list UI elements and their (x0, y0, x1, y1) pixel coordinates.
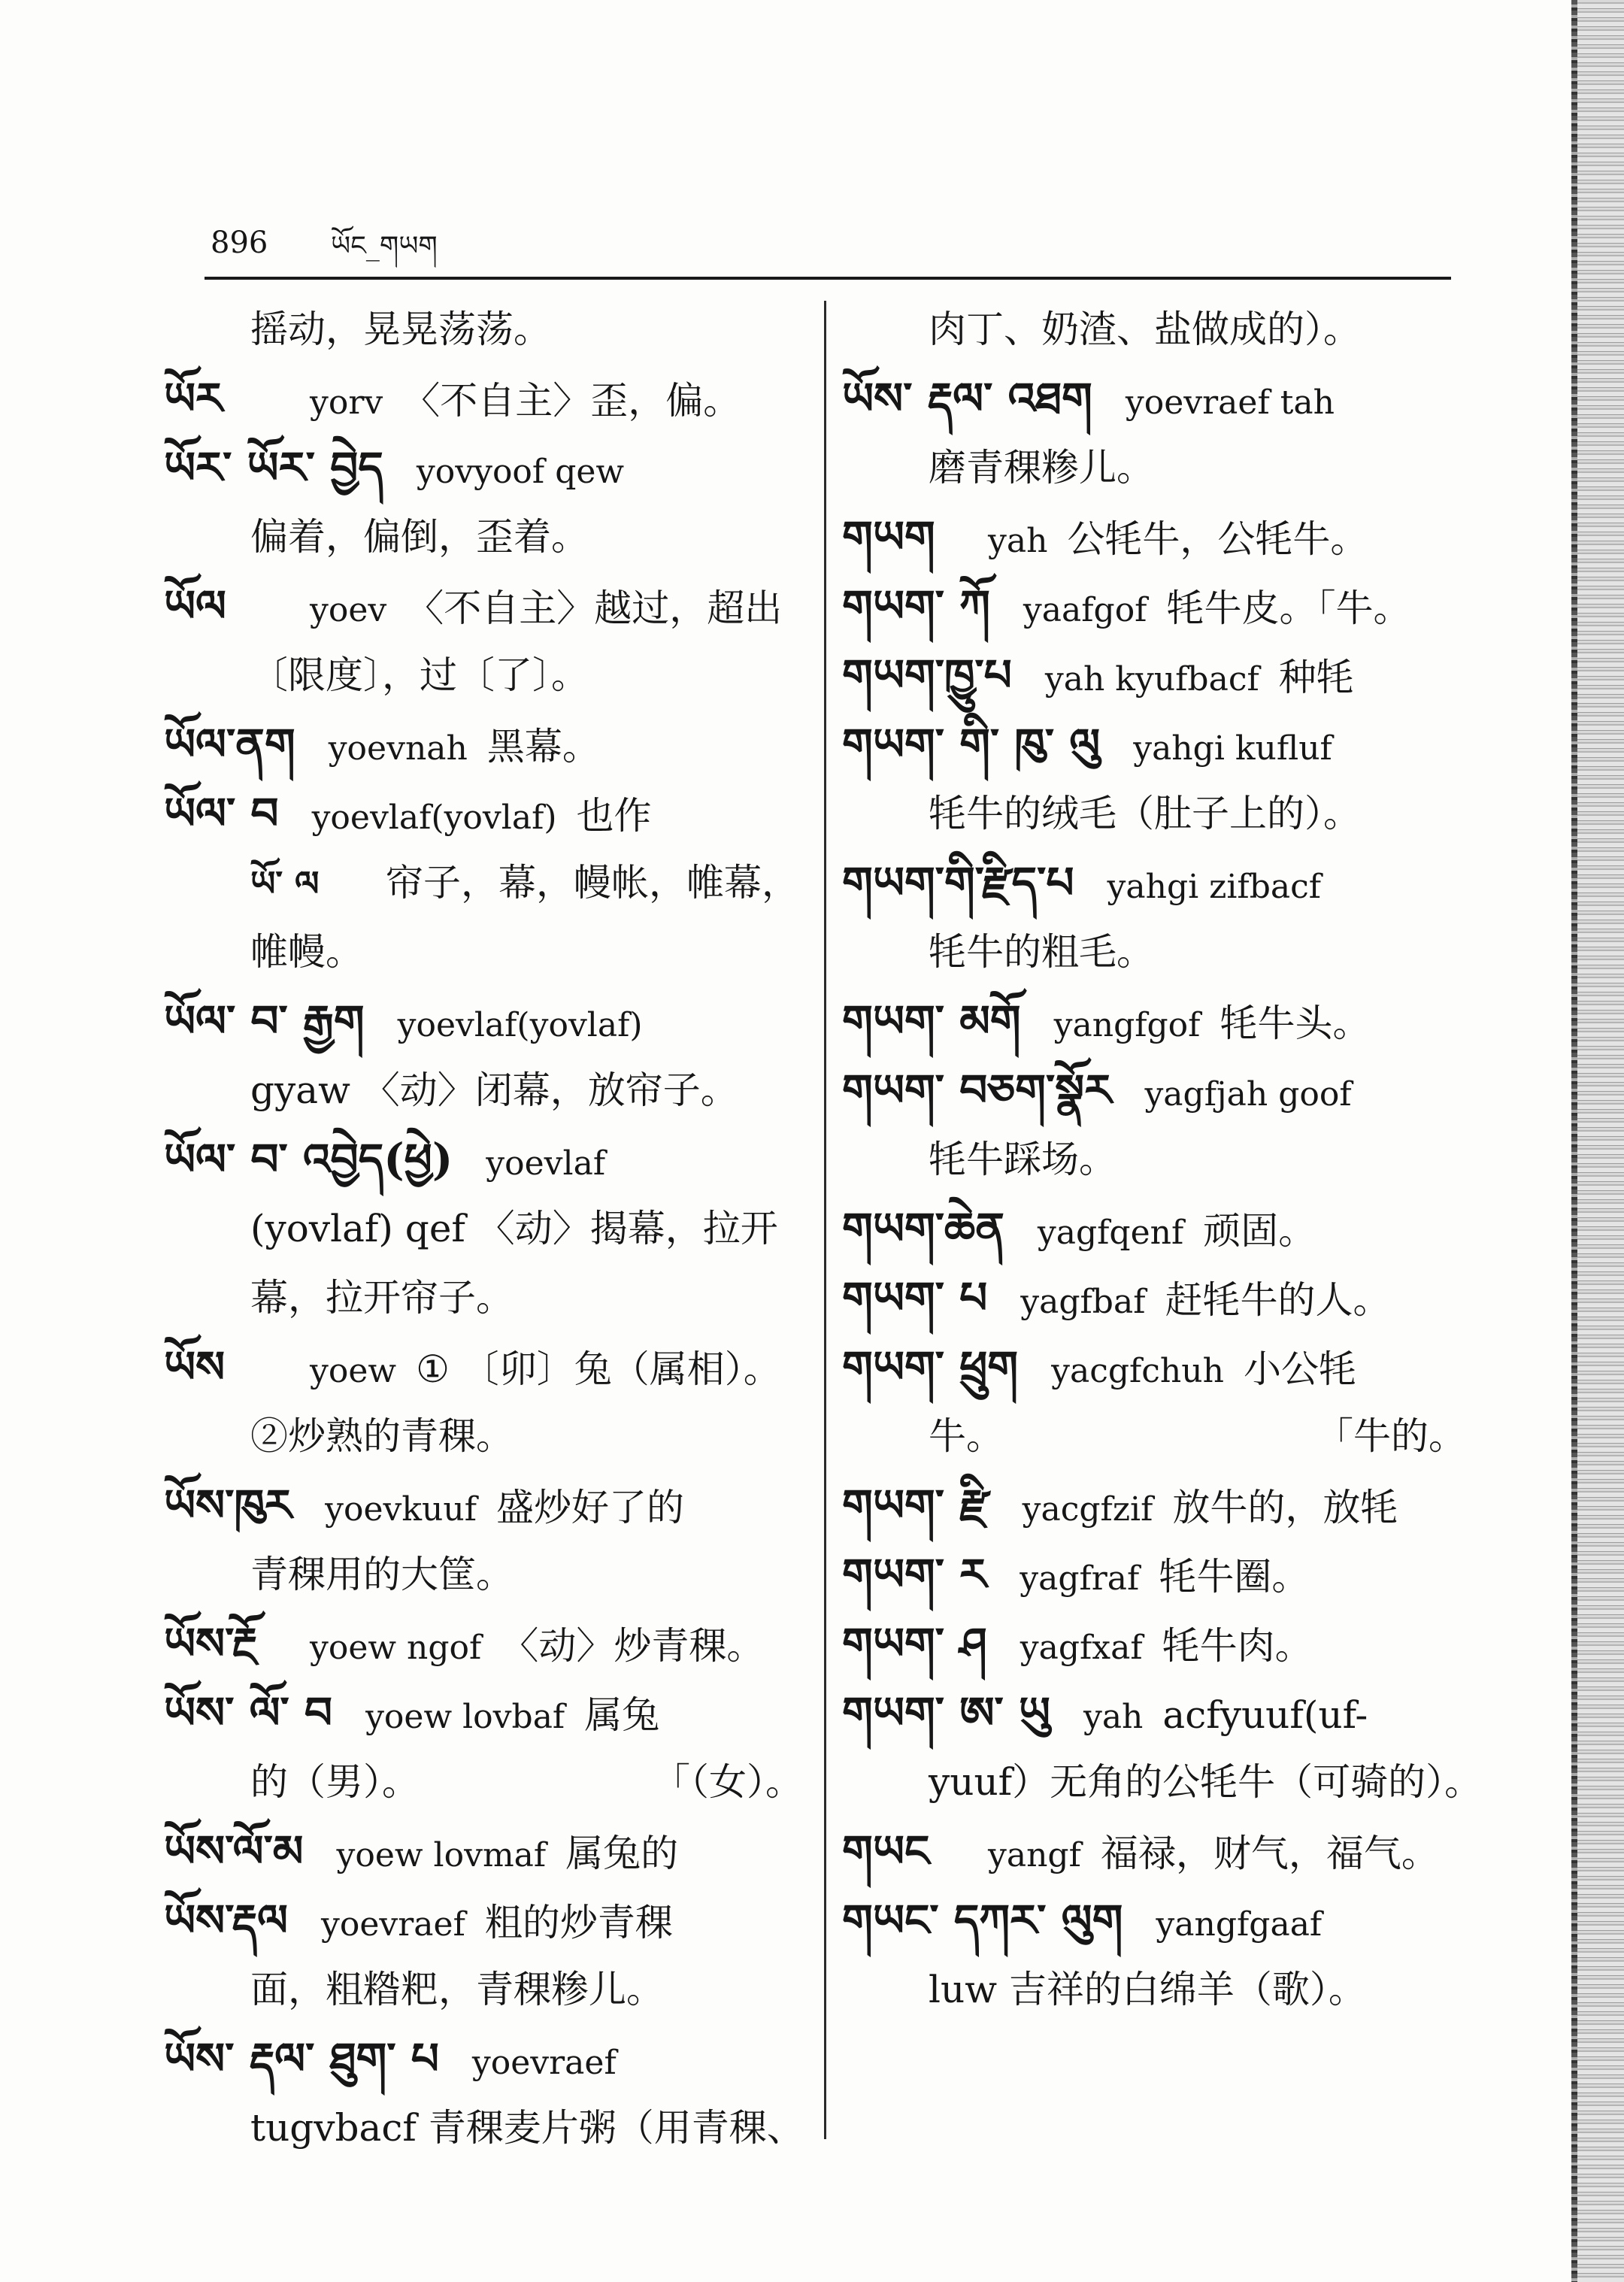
entry-line (842, 571, 1466, 641)
chinese-gloss: 〈动〉炒青稞。 (501, 1624, 765, 1668)
entry-line (164, 364, 803, 433)
tibetan-headword: གཡག་ མགོ (842, 996, 1021, 1047)
romanization: yovyoof qew (416, 453, 625, 491)
romanization: yoevlaf(yovlaf) (397, 1006, 643, 1044)
romanization: yoevraef (321, 1905, 465, 1944)
entry-line (842, 1263, 1466, 1332)
chinese-gloss: 青稞用的大筐。 (250, 1553, 514, 1596)
tibetan-headword: གཡང་ དཀར་ ལུག (842, 1895, 1123, 1946)
tibetan-headword: གཡག་གི་རྫིད་པ (842, 857, 1074, 908)
romanization: yagfqenf (1037, 1214, 1184, 1252)
entry-line (842, 1471, 1466, 1540)
tibetan-variant: ཡོ་ ལ (250, 863, 320, 904)
chinese-gloss: tugvbacf 青稞麦片粥（用青稞、 (250, 2106, 804, 2150)
tibetan-headword: གཡང (842, 1826, 930, 1877)
romanization: yoew ngof (310, 1629, 482, 1667)
chinese-gloss: 幕，拉开帘子。 (250, 1276, 514, 1320)
romanization: yagfbaf (1020, 1283, 1146, 1321)
romanization: yoevraef tah (1125, 383, 1335, 422)
chinese-gloss: 磨青稞糁儿。 (929, 446, 1154, 489)
entry-line (164, 502, 803, 571)
entry-line (842, 1402, 1466, 1471)
romanization: yah (988, 522, 1048, 560)
romanization: yoevlaf(yovlaf) (311, 799, 557, 837)
chinese-gloss: 放牛的，放牦 (1172, 1486, 1398, 1529)
entry-line (164, 1402, 803, 1471)
chinese-gloss: 牦牛的粗毛。 (929, 930, 1154, 974)
tibetan-headword: གཡག་ ཤ (842, 1618, 987, 1669)
chinese-gloss: 牦牛肉。 (1162, 1624, 1313, 1668)
entry-line (164, 1817, 803, 1886)
tibetan-headword: ཡོལ་ བ་ རྒྱག (164, 996, 365, 1047)
tibetan-headword: ཡོལ་ བ (164, 788, 279, 839)
entry-line (842, 364, 1466, 433)
entry-line (164, 1540, 803, 1609)
chinese-gloss: 牦牛踩场。 (929, 1138, 1116, 1181)
entry-line (842, 917, 1466, 986)
entry-line (164, 571, 803, 641)
tibetan-headword: གཡག་ ཕྲུག (842, 1341, 1019, 1393)
entry-line (842, 1056, 1466, 1125)
entry-line (164, 848, 803, 917)
entry-line (164, 1886, 803, 1955)
tibetan-headword: ཡོས་རྡལ (164, 1895, 289, 1946)
entry-line (164, 1056, 803, 1125)
tibetan-headword: གཡག་ པ (842, 1272, 988, 1323)
romanization: yaafgof (1023, 591, 1147, 629)
chinese-gloss: 赶牦牛的人。 (1165, 1278, 1391, 1322)
entry-line (842, 1609, 1466, 1678)
entry-line (842, 1332, 1466, 1402)
running-head: ཡོང_གཡག (331, 231, 438, 262)
chinese-gloss: 小公牦 (1243, 1347, 1356, 1391)
entry-line (164, 433, 803, 502)
tibetan-headword: ཡོས (164, 1341, 226, 1393)
entry-line (164, 1194, 803, 1263)
chinese-gloss: 帘子，幕，幔帐，帷幕， (386, 861, 799, 905)
romanization: yoev (310, 591, 387, 629)
romanization: yangf (988, 1836, 1081, 1874)
romanization: yagfjah goof (1144, 1075, 1352, 1114)
entry-line (164, 1955, 803, 2024)
romanization: yoevlaf (486, 1144, 606, 1183)
romanization: yangfgof (1053, 1006, 1201, 1044)
entry-line (164, 917, 803, 986)
romanization: yahgi kufluf (1133, 729, 1332, 768)
romanization: yacgfzif (1022, 1490, 1153, 1529)
entry-line (842, 1540, 1466, 1609)
chinese-gloss: 面，粗糌粑，青稞糁儿。 (250, 1968, 664, 2011)
romanization: yah (1083, 1698, 1144, 1736)
tibetan-headword: ཡོས་ རྡལ་ འཐག (842, 373, 1092, 424)
entry-line (842, 986, 1466, 1056)
entry-line (164, 1263, 803, 1332)
entry-line (842, 779, 1466, 848)
entry-line (842, 1125, 1466, 1194)
chinese-gloss: 〈不自主〉越过，超出 (406, 586, 783, 630)
romanization: yoew (310, 1352, 397, 1390)
header-rule (205, 277, 1451, 280)
chinese-gloss: 种牦 (1278, 656, 1354, 699)
romanization: yoew lovmaf (336, 1836, 547, 1874)
tibetan-headword: ཡོས་ རྡལ་ ཐུག་ པ (164, 2033, 439, 2084)
romanization: yah kyufbacf (1044, 660, 1259, 699)
tibetan-headword: ཡོལ་ནག (164, 719, 295, 770)
entry-line (842, 1955, 1466, 2024)
chinese-gloss: 牦牛圈。 (1159, 1555, 1310, 1599)
romanization: yangfgaaf (1156, 1905, 1323, 1944)
chinese-gloss: acfyuuf(uf- (1162, 1693, 1368, 1737)
romanization: yorv (310, 383, 383, 422)
continuation-fragment: 「牛的。 (1316, 1414, 1466, 1458)
chinese-gloss: 〈不自主〉歪，偏。 (402, 379, 741, 423)
entry-line (842, 1747, 1483, 1817)
chinese-gloss: 黑幕。 (486, 725, 600, 768)
entry-line (842, 433, 1466, 502)
romanization: yoevkuuf (325, 1490, 477, 1529)
tibetan-headword: ཡོས་ལོ་མ (164, 1826, 304, 1877)
tibetan-headword: གཡག (842, 511, 935, 562)
chinese-gloss: 粗的炒青稞 (484, 1901, 673, 1944)
entry-line (164, 1471, 803, 1540)
chinese-gloss: 牦牛的绒毛（肚子上的）。 (929, 792, 1361, 835)
chinese-gloss: 牦牛头。 (1220, 1002, 1371, 1045)
entry-line (164, 1747, 803, 1817)
entry-line (842, 502, 1466, 571)
entry-line (164, 295, 803, 364)
chinese-gloss: 也作 (576, 794, 652, 838)
left-column (164, 295, 803, 2162)
tibetan-headword: ཡོར (164, 373, 223, 424)
entry-line (164, 1332, 803, 1402)
tibetan-headword: ཡོས་ ལོ་ བ (164, 1687, 333, 1738)
chinese-gloss: 盛炒好了的 (496, 1486, 684, 1529)
chinese-gloss: gyaw 〈动〉闭幕，放帘子。 (250, 1068, 738, 1112)
chinese-gloss: 的（男）。 (250, 1760, 420, 1804)
tibetan-headword: གཡག་ ཀོ (842, 580, 990, 632)
entry-line (842, 295, 1466, 364)
romanization: yoew lovbaf (365, 1698, 565, 1736)
romanization: yagfxaf (1020, 1629, 1143, 1667)
chinese-gloss: 顽固。 (1203, 1209, 1316, 1253)
chinese-gloss: yuuf）无角的公牦牛（可骑的）。 (929, 1760, 1483, 1804)
chinese-gloss: luw 吉祥的白绵羊（歌）。 (929, 1968, 1366, 2011)
column-divider (824, 301, 826, 2139)
chinese-gloss: 偏着，偏倒，歪着。 (250, 515, 589, 559)
page-edge-shadow (1571, 0, 1624, 2282)
chinese-gloss: 福禄，财气，福气。 (1100, 1832, 1439, 1875)
entry-line (164, 1609, 803, 1678)
tibetan-headword: གཡག་ཆེན (842, 1203, 1004, 1254)
chinese-gloss: ②炒熟的青稞。 (250, 1414, 514, 1458)
chinese-gloss: 公牦牛，公牦牛。 (1067, 517, 1368, 561)
tibetan-headword: གཡག་ ཨ་ ཡུ (842, 1687, 1050, 1738)
entry-line (842, 1678, 1466, 1747)
romanization: yahgi zifbacf (1107, 868, 1322, 906)
entry-line (842, 1194, 1466, 1263)
tibetan-headword: གཡག་ གི་ ཁུ་ ལུ (842, 719, 1101, 770)
tibetan-headword: གཡག་ ར (842, 1549, 987, 1600)
entry-line (842, 1886, 1466, 1955)
romanization: yagfraf (1020, 1559, 1140, 1598)
entry-line (842, 641, 1466, 710)
entry-line (842, 1817, 1466, 1886)
romanization: yoevnah (328, 729, 468, 768)
chinese-gloss: 帷幔。 (250, 930, 363, 974)
entry-line (164, 2093, 803, 2162)
continuation-fragment: 「（女）。 (653, 1760, 803, 1804)
chinese-gloss: 肉丁、奶渣、盐做成的）。 (929, 308, 1361, 351)
chinese-gloss: 属兔 (584, 1693, 660, 1737)
tibetan-headword: གཡག་ རྫི (842, 1480, 989, 1531)
tibetan-headword: ཡོལ་ བ་ འབྱེད(ཕྱེ) (164, 1134, 453, 1185)
entry-line (164, 986, 803, 1056)
entry-line (164, 1125, 803, 1194)
chinese-gloss: ① 〔卯〕兔（属相）。 (416, 1347, 781, 1391)
entry-line (842, 848, 1466, 917)
entry-line (164, 1678, 803, 1747)
chinese-gloss: 摇动，晃晃荡荡。 (250, 308, 551, 351)
tibetan-headword: གཡག་ཁྱུ་པ (842, 650, 1012, 701)
tibetan-headword: གཡག་ བཅག་སྣོར (842, 1065, 1112, 1116)
tibetan-headword: ཡོས་ཁུར (164, 1480, 292, 1531)
tibetan-headword: ཡོས་རྔོ (164, 1618, 257, 1669)
entry-line (842, 710, 1466, 779)
chinese-gloss: 属兔的 (565, 1832, 679, 1875)
tibetan-headword: ཡོལ (164, 580, 226, 632)
chinese-gloss: 牦牛皮。「牛。 (1166, 586, 1411, 630)
chinese-gloss: 牛。 (929, 1414, 1004, 1458)
chinese-gloss: 〔限度〕，过〔了〕。 (250, 653, 589, 697)
entry-line (164, 779, 803, 848)
entry-line (164, 2024, 803, 2093)
tibetan-headword: ཡོར་ ཡོར་ བྱེད (164, 442, 383, 493)
page-number: 896 (211, 226, 268, 260)
right-column (842, 295, 1483, 2024)
entry-line (164, 641, 803, 710)
romanization: yacgfchuh (1051, 1352, 1224, 1390)
entry-line (164, 710, 803, 779)
chinese-gloss: (yovlaf) qef 〈动〉揭幕，拉开 (250, 1207, 778, 1250)
romanization: yoevraef (471, 2044, 617, 2082)
